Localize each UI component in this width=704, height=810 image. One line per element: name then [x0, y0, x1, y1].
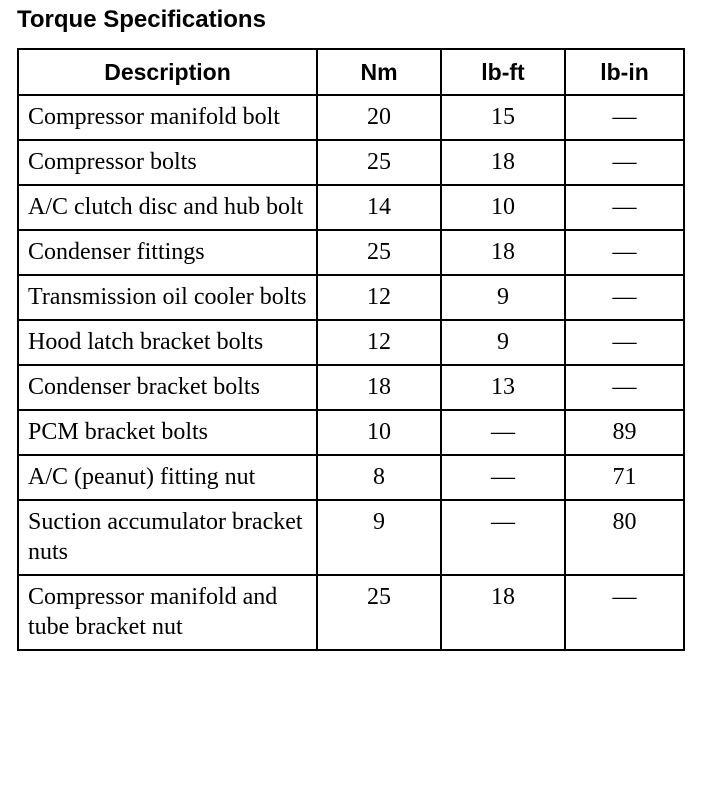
table-row: [18, 455, 684, 500]
cell-lb-in: 89: [565, 410, 684, 455]
cell-nm: 25: [317, 140, 441, 185]
table-row: [18, 575, 684, 650]
table-row: [18, 95, 684, 140]
cell-nm: 25: [317, 230, 441, 275]
table-row: [18, 500, 684, 575]
cell-nm: 20: [317, 95, 441, 140]
cell-nm: 14: [317, 185, 441, 230]
cell-description: Compressor bolts: [18, 140, 317, 185]
cell-nm: 18: [317, 365, 441, 410]
cell-lb-ft: 10: [441, 185, 565, 230]
cell-lb-ft: —: [441, 455, 565, 500]
page-title: Torque Specifications: [17, 6, 266, 33]
cell-description: Compressor manifold and tube bracket nut: [18, 575, 317, 650]
cell-lb-ft: —: [441, 410, 565, 455]
cell-lb-in: —: [565, 275, 684, 320]
cell-nm: 12: [317, 275, 441, 320]
cell-lb-ft: 18: [441, 230, 565, 275]
cell-lb-ft: 18: [441, 140, 565, 185]
table-row: [18, 320, 684, 365]
cell-description: Suction accumulator bracket nuts: [18, 500, 317, 575]
cell-description: Hood latch bracket bolts: [18, 320, 317, 365]
cell-lb-in: —: [565, 185, 684, 230]
cell-lb-ft: 9: [441, 320, 565, 365]
cell-lb-in: —: [565, 575, 684, 650]
cell-nm: 8: [317, 455, 441, 500]
table-row: [18, 365, 684, 410]
cell-lb-ft: 9: [441, 275, 565, 320]
cell-description: A/C clutch disc and hub bolt: [18, 185, 317, 230]
cell-lb-ft: —: [441, 500, 565, 575]
cell-lb-in: —: [565, 140, 684, 185]
torque-specifications-table: [17, 48, 685, 651]
cell-nm: 10: [317, 410, 441, 455]
column-header-lb-in: lb-in: [565, 49, 684, 95]
cell-lb-in: 71: [565, 455, 684, 500]
cell-lb-in: —: [565, 95, 684, 140]
cell-nm: 12: [317, 320, 441, 365]
cell-lb-ft: 15: [441, 95, 565, 140]
table-row: [18, 275, 684, 320]
cell-lb-in: 80: [565, 500, 684, 575]
header-row: [18, 49, 684, 95]
column-header-description: Description: [18, 49, 317, 95]
cell-nm: 25: [317, 575, 441, 650]
cell-lb-ft: 13: [441, 365, 565, 410]
column-header-lb-ft: lb-ft: [441, 49, 565, 95]
cell-lb-in: —: [565, 230, 684, 275]
column-header-nm: Nm: [317, 49, 441, 95]
table-row: [18, 410, 684, 455]
cell-description: Condenser fittings: [18, 230, 317, 275]
cell-description: PCM bracket bolts: [18, 410, 317, 455]
table-row: [18, 140, 684, 185]
cell-description: Compressor manifold bolt: [18, 95, 317, 140]
cell-description: A/C (peanut) fitting nut: [18, 455, 317, 500]
cell-lb-in: —: [565, 365, 684, 410]
cell-description: Transmission oil cooler bolts: [18, 275, 317, 320]
table-row: [18, 230, 684, 275]
cell-lb-in: —: [565, 320, 684, 365]
cell-description: Condenser bracket bolts: [18, 365, 317, 410]
cell-nm: 9: [317, 500, 441, 575]
cell-lb-ft: 18: [441, 575, 565, 650]
table-row: [18, 185, 684, 230]
